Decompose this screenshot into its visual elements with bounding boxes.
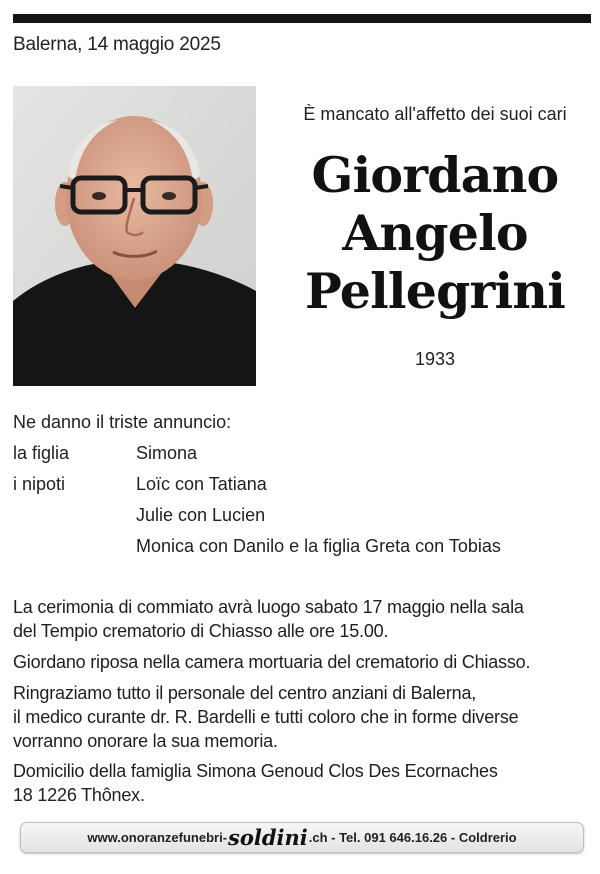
intro-text: È mancato all'affetto dei suoi cari bbox=[303, 104, 567, 124]
family-names: Loïc con Tatiana bbox=[136, 474, 267, 494]
brand-logo-text: soldini bbox=[228, 825, 308, 850]
deceased-first-name: Giordano bbox=[311, 146, 559, 204]
family-names: Simona bbox=[136, 443, 198, 463]
text-line: 18 1226 Thônex. bbox=[13, 785, 145, 805]
family-role: la figlia bbox=[13, 443, 70, 463]
text-line: La cerimonia di commiato avrà luogo sabato 17 maggio nella sala bbox=[13, 597, 524, 617]
deceased-middle-name: Angelo bbox=[342, 204, 528, 262]
portrait-photo bbox=[13, 86, 256, 386]
text-line: Giordano riposa nella camera mortuaria del crematorio di Chiasso. bbox=[13, 652, 531, 672]
footer-website-prefix: www.onoranzefunebri- bbox=[87, 830, 228, 845]
date-line: Balerna, 14 maggio 2025 bbox=[13, 34, 221, 55]
family-role: i nipoti bbox=[13, 474, 66, 494]
text-line: vorranno onorare la sua memoria. bbox=[13, 731, 278, 751]
top-rule bbox=[13, 14, 591, 23]
domicile-paragraph bbox=[13, 759, 593, 807]
thanks-paragraph bbox=[13, 681, 593, 753]
deceased-last-name: Pellegrini bbox=[304, 262, 566, 320]
text-line: Domicilio della famiglia Simona Genoud Clos Des Ecornaches bbox=[13, 761, 498, 781]
deceased-name bbox=[275, 146, 595, 320]
family-names: Julie con Lucien bbox=[136, 505, 266, 525]
announcement-heading: Ne danno il triste annuncio: bbox=[13, 412, 232, 432]
birth-year: 1933 bbox=[414, 349, 456, 369]
text-line: il medico curante dr. R. Bardelli e tutti coloro che in forme diverse bbox=[13, 707, 519, 727]
text-line: Ringraziamo tutto il personale del centro anziani di Balerna, bbox=[13, 683, 477, 703]
ceremony-paragraph bbox=[13, 595, 593, 643]
family-names: Monica con Danilo e la figlia Greta con Tobias bbox=[136, 536, 501, 556]
footer-banner bbox=[20, 822, 584, 853]
footer-contact: .ch - Tel. 091 646.16.26 - Coldrerio bbox=[308, 830, 517, 845]
text-line: del Tempio crematorio di Chiasso alle ore 15.00. bbox=[13, 621, 389, 641]
resting-paragraph bbox=[13, 650, 593, 674]
